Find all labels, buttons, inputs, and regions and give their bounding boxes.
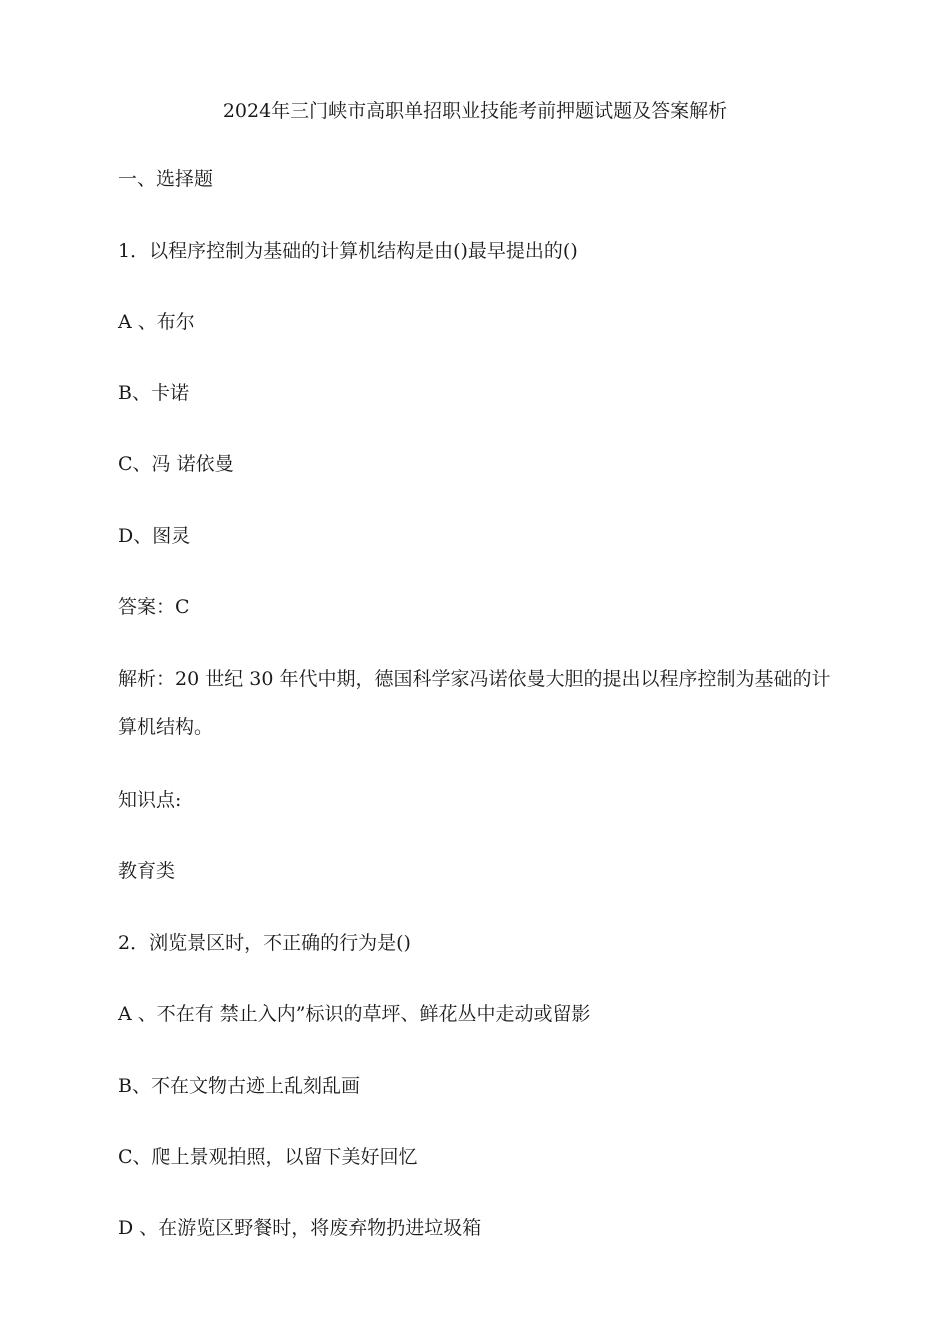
question-2-option-b: B、不在文物古迹上乱刻乱画 [118, 1075, 360, 1097]
document-title: 2024年三门峡市高职单招职业技能考前押题试题及答案解析 [222, 100, 728, 122]
section-heading: 一、选择题 [118, 168, 214, 190]
question-1-category: 教育类 [118, 860, 176, 882]
question-2-option-a: A 、不在有 禁止入内”标识的草坪、鲜花丛中走动或留影 [118, 1003, 591, 1025]
question-1-analysis: 解析：20 世纪 30 年代中期，德国科学家冯诺依曼大胆的提出以程序控制为基础的计算机结构。 [118, 668, 831, 738]
question-1-option-c: C、冯 诺依曼 [118, 453, 234, 475]
question-2-option-d: D 、在游览区野餐时，将废弃物扔进垃圾箱 [118, 1217, 482, 1239]
question-1-option-d: D、图灵 [118, 525, 191, 547]
question-1-stem: 1．以程序控制为基础的计算机结构是由()最早提出的() [118, 240, 578, 262]
question-1-option-b: B、卡诺 [118, 382, 189, 404]
question-2-stem: 2．浏览景区时，不正确的行为是() [118, 932, 411, 954]
question-2-option-c: C、爬上景观拍照，以留下美好回忆 [118, 1146, 418, 1168]
question-1-knowledge-label: 知识点: [118, 789, 182, 811]
question-1-option-a: A 、布尔 [118, 311, 195, 333]
question-1-answer: 答案：C [118, 596, 190, 618]
